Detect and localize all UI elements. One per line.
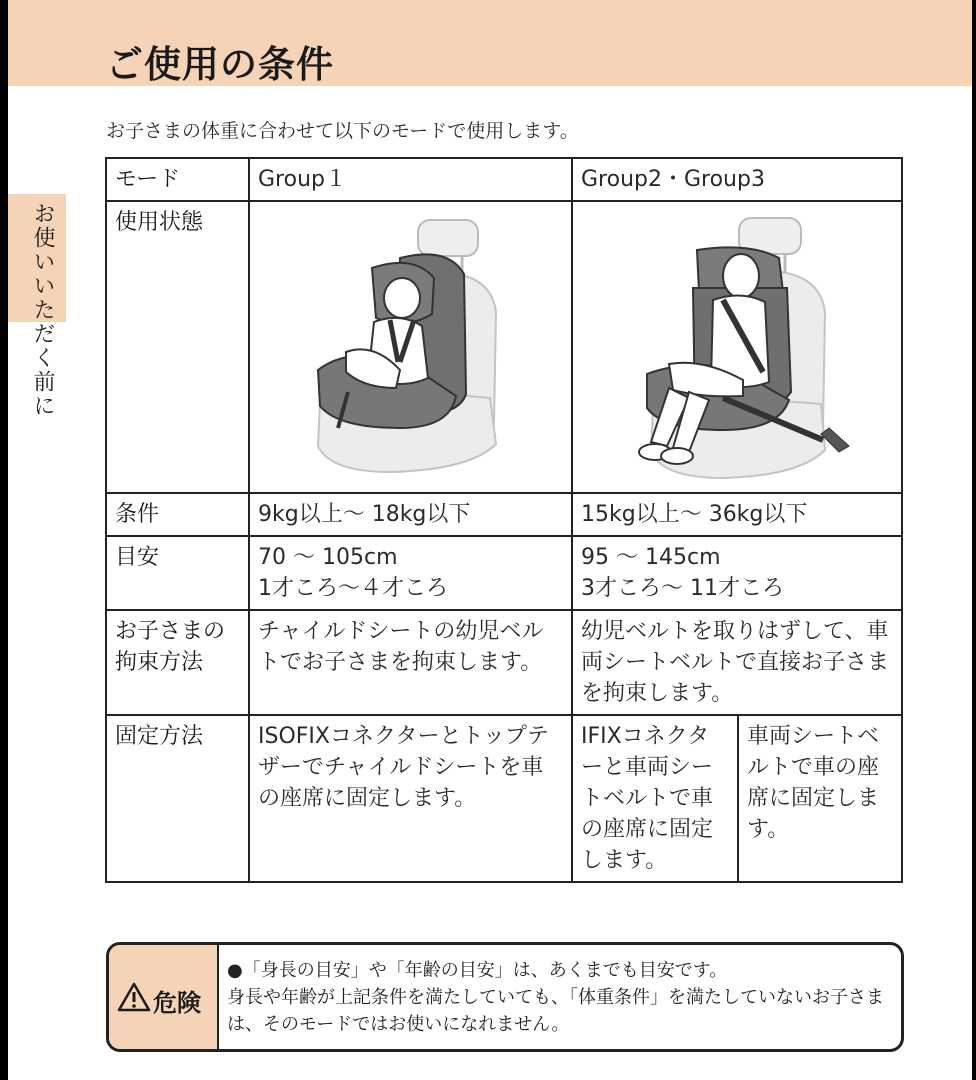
guideline-group1-age: 1才ころ〜４才ころ [258, 576, 448, 601]
table-row-mode [106, 158, 902, 201]
danger-body [227, 957, 897, 1038]
conditions-table [105, 157, 903, 883]
fixing-group23-ifix: IFIXコネクターと車両シートベルトで車の座席に固定します。 [572, 715, 738, 882]
danger-label: 危険 [153, 989, 201, 1017]
table-row-restraint [106, 610, 902, 715]
danger-notice [106, 942, 904, 1052]
table-row-guideline [106, 536, 902, 610]
guideline-group23-cell [572, 536, 902, 610]
mode-label: モード [106, 158, 249, 201]
condition-label: 条件 [106, 493, 249, 536]
side-tab-label: お使いいただく前に [30, 202, 55, 418]
table-row-condition [106, 493, 902, 536]
restraint-label: お子さまの拘束方法 [106, 610, 249, 715]
fixing-group23-belt: 車両シートベルトで車の座席に固定します。 [738, 715, 902, 882]
danger-line-1: ●「身長の目安」や「年齢の目安」は、あくまでも目安です。 [227, 960, 728, 981]
mode-group23: Group2・Group3 [572, 158, 902, 201]
restraint-group1: チャイルドシートの幼児ベルトでお子さまを拘束します。 [249, 610, 572, 715]
illustration-group23-cell [572, 201, 902, 493]
table-row-fixing [106, 715, 902, 882]
guideline-label: 目安 [106, 536, 249, 610]
intro-text: お子さまの体重に合わせて以下のモードで使用します。 [106, 120, 579, 142]
fixing-label: 固定方法 [106, 715, 249, 882]
guideline-group23-age: 3才ころ〜 11才ころ [581, 576, 784, 601]
guideline-group23-height: 95 〜 145cm [581, 545, 721, 570]
page-title: ご使用の条件 [106, 43, 334, 86]
manual-page [8, 0, 972, 1080]
condition-group1: 9kg以上〜 18kg以下 [249, 493, 572, 536]
danger-label-panel [109, 945, 219, 1049]
table-row-usage [106, 201, 902, 493]
guideline-group1-cell [249, 536, 572, 610]
condition-group23: 15kg以上〜 36kg以下 [572, 493, 902, 536]
restraint-group23: 幼児ベルトを取りはずして、車両シートベルトで直接お子さまを拘束します。 [572, 610, 902, 715]
guideline-group1-height: 70 〜 105cm [258, 545, 398, 570]
car-seat-infant-illustration [250, 202, 570, 490]
illustration-group1-cell [249, 201, 572, 493]
car-seat-child-illustration [573, 202, 901, 490]
warning-triangle-icon [117, 982, 151, 1012]
danger-line-2: 身長や年齢が上記条件を満たしていても、「体重条件」を満たしていないお子さまは、そのモードではお使いになれません。 [227, 987, 884, 1035]
usage-label: 使用状態 [106, 201, 249, 493]
fixing-group1: ISOFIXコネクターとトップテザーでチャイルドシートを車の座席に固定します。 [249, 715, 572, 882]
mode-group1: Group１ [249, 158, 572, 201]
